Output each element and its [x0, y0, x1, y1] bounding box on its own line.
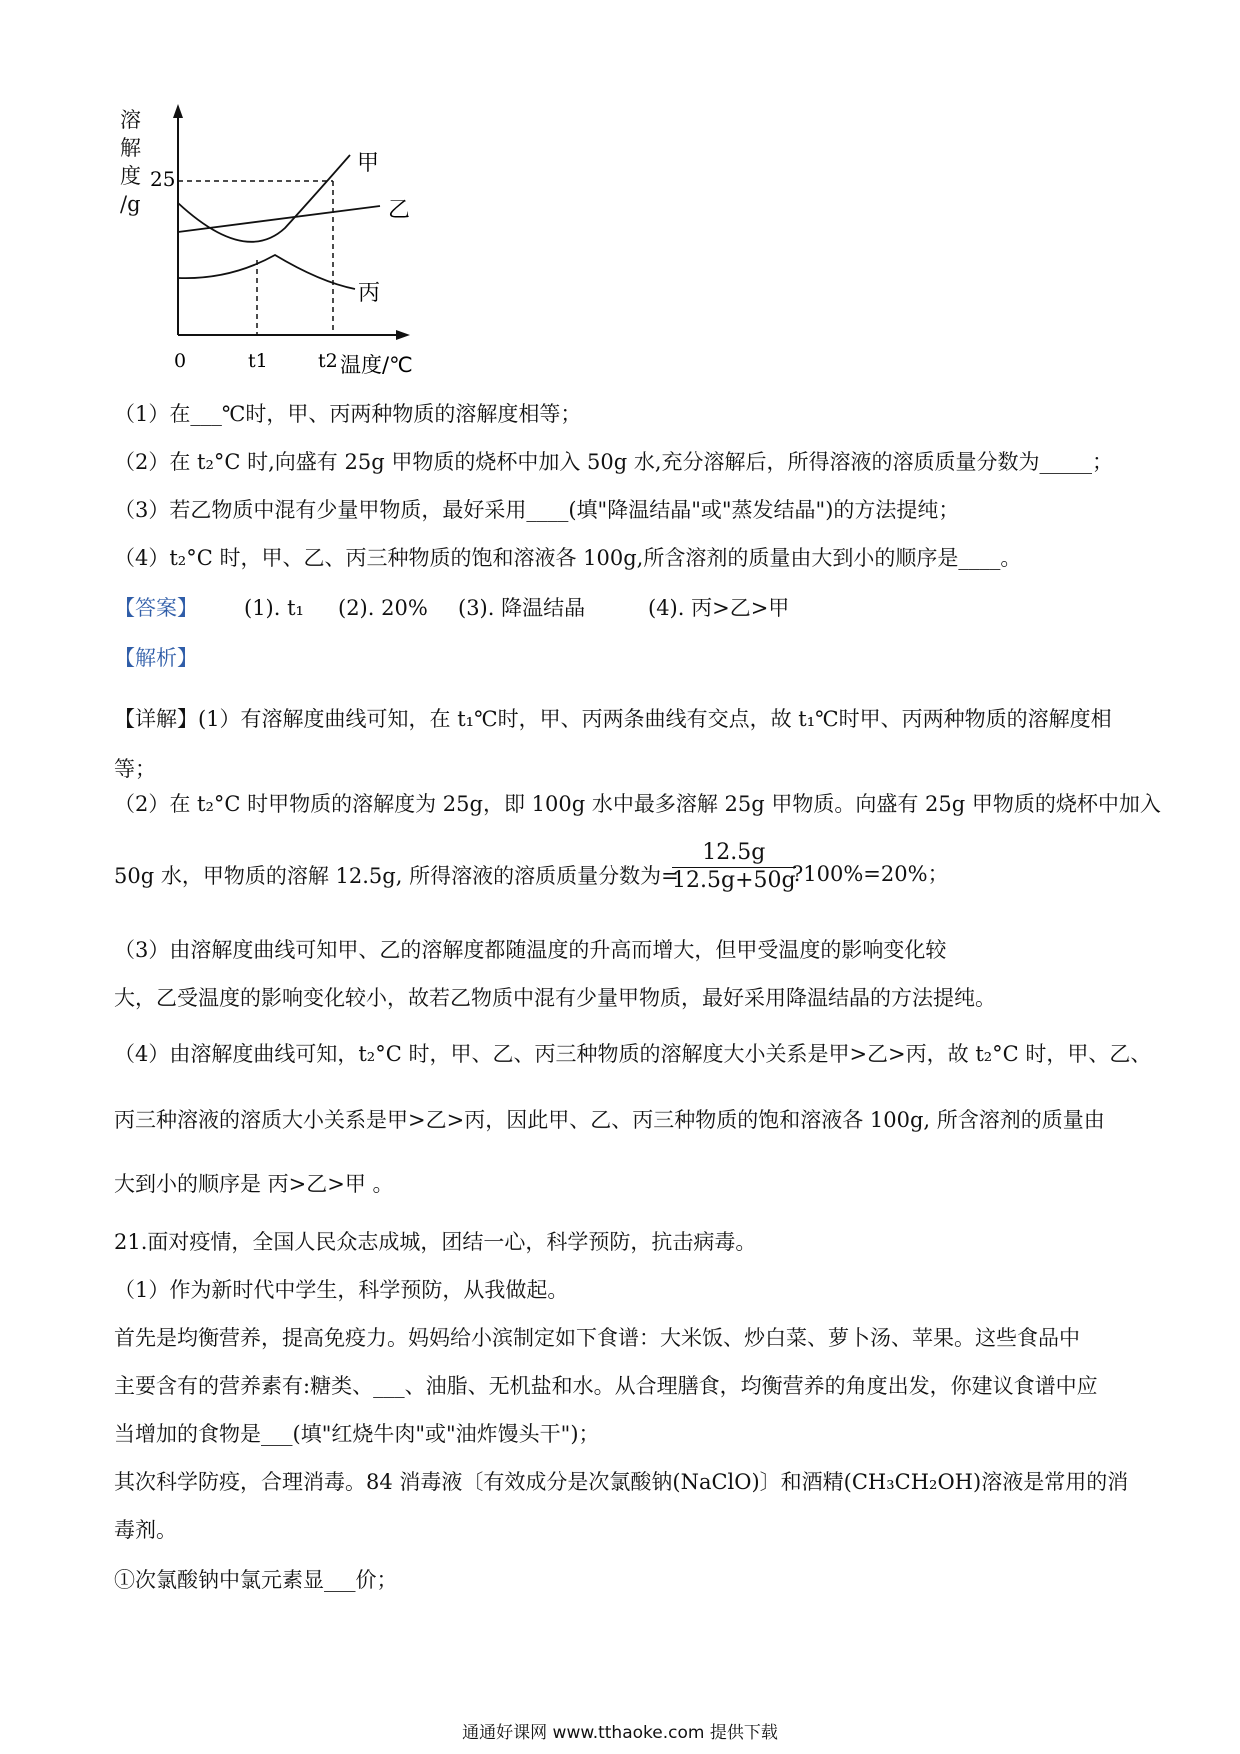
page-footer: 通通好课网 www.tthaoke.com 提供下载 — [462, 1723, 778, 1743]
x-axis-arrow — [396, 330, 410, 340]
q21-s7: ①次氯酸钠中氯元素显___价； — [114, 1568, 398, 1592]
curve-bing — [178, 255, 355, 289]
series-label-bing: 丙 — [358, 281, 381, 306]
detail-2a: （2）在 t₂°C 时甲物质的溶解度为 25g，即 100g 水中最多溶解 25g 甲物质。向盛有 25g 甲物质的烧杯中加入 — [114, 792, 1161, 816]
answer-3: (3). 降温结晶 — [458, 596, 586, 620]
analysis-tag: 【解析】 — [114, 646, 198, 670]
y-tick-25: 25 — [150, 167, 176, 191]
x-axis-label: 温度/℃ — [340, 353, 413, 377]
q21-s5: 其次科学防疫，合理消毒。84 消毒液〔有效成分是次氯酸钠(NaClO)〕和酒精(CH₃CH₂OH)溶液是常用的消 — [114, 1470, 1129, 1494]
detail-4c: 大到小的顺序是 丙>乙>甲 。 — [114, 1172, 394, 1196]
x-tick-0: 0 — [174, 350, 187, 372]
fraction-numerator: 12.5g — [672, 840, 796, 868]
y-label-char-4: /g — [120, 192, 141, 216]
detail-3b: 大，乙受温度的影响变化较小，故若乙物质中混有少量甲物质，最好采用降温结晶的方法提纯。 — [114, 986, 996, 1010]
question-4: （4）t₂°C 时，甲、乙、丙三种物质的饱和溶液各 100g,所含溶剂的质量由大到小的顺序是____。 — [114, 546, 1022, 570]
detail-4a: （4）由溶解度曲线可知，t₂°C 时，甲、乙、丙三种物质的溶解度大小关系是甲>乙>丙，故 t₂°C 时，甲、乙、 — [114, 1042, 1152, 1066]
chart-canvas — [0, 0, 1240, 400]
question-2: （2）在 t₂°C 时,向盛有 25g 甲物质的烧杯中加入 50g 水,充分溶解后，所得溶液的溶质质量分数为_____； — [114, 450, 1114, 474]
answer-2: (2). 20% — [338, 596, 428, 620]
answer-4: (4). 丙>乙>甲 — [648, 596, 790, 620]
q21-s1: （1）作为新时代中学生，科学预防，从我做起。 — [114, 1278, 569, 1302]
q21-s2: 首先是均衡营养，提高免疫力。妈妈给小滨制定如下食谱：大米饭、炒白菜、萝卜汤、苹果。这些食品中 — [114, 1326, 1080, 1350]
x-tick-t2: t2 — [318, 350, 338, 372]
curve-yi — [178, 206, 380, 232]
y-axis-arrow — [173, 104, 183, 118]
y-label-char-3: 度 — [120, 164, 141, 188]
q21-title: 21.面对疫情，全国人民众志成城，团结一心，科学预防，抗击病毒。 — [114, 1230, 757, 1254]
detail-2b-post: ?100%=20%； — [792, 862, 949, 886]
series-label-yi: 乙 — [388, 198, 411, 223]
q21-s4: 当增加的食物是___(填"红烧牛肉"或"油炸馒头干")； — [114, 1422, 600, 1446]
x-tick-t1: t1 — [248, 350, 268, 372]
y-label-char-1: 溶 — [120, 108, 141, 132]
fraction-denominator: 12.5g+50g — [672, 868, 796, 893]
question-3: （3）若乙物质中混有少量甲物质，最好采用____(填"降温结晶"或"蒸发结晶")的方法提纯； — [114, 498, 960, 522]
q21-s3: 主要含有的营养素有:糖类、___、油脂、无机盐和水。从合理膳食，均衡营养的角度出发，你建议食谱中应 — [114, 1374, 1098, 1398]
series-label-jia: 甲 — [357, 151, 380, 176]
q21-s6: 毒剂。 — [114, 1518, 177, 1542]
detail-2b-pre: 50g 水，甲物质的溶解 12.5g, 所得溶液的溶质质量分数为= — [114, 864, 679, 888]
y-label-char-2: 解 — [120, 136, 141, 160]
answer-1: (1). t₁ — [244, 596, 304, 620]
detail-1: 【详解】(1）有溶解度曲线可知，在 t₁℃时，甲、丙两条曲线有交点，故 t₁℃时甲、丙两种物质的溶解度相等； — [114, 707, 1112, 781]
fraction — [672, 840, 796, 893]
detail-3a: （3）由溶解度曲线可知甲、乙的溶解度都随温度的升高而增大，但甲受温度的影响变化较 — [114, 938, 947, 962]
detail-4b: 丙三种溶液的溶质大小关系是甲>乙>丙，因此甲、乙、丙三种物质的饱和溶液各 100g, 所含溶剂的质量由 — [114, 1108, 1105, 1132]
answer-tag: 【答案】 — [114, 596, 198, 620]
question-1: （1）在___℃时，甲、丙两种物质的溶解度相等； — [114, 402, 582, 426]
